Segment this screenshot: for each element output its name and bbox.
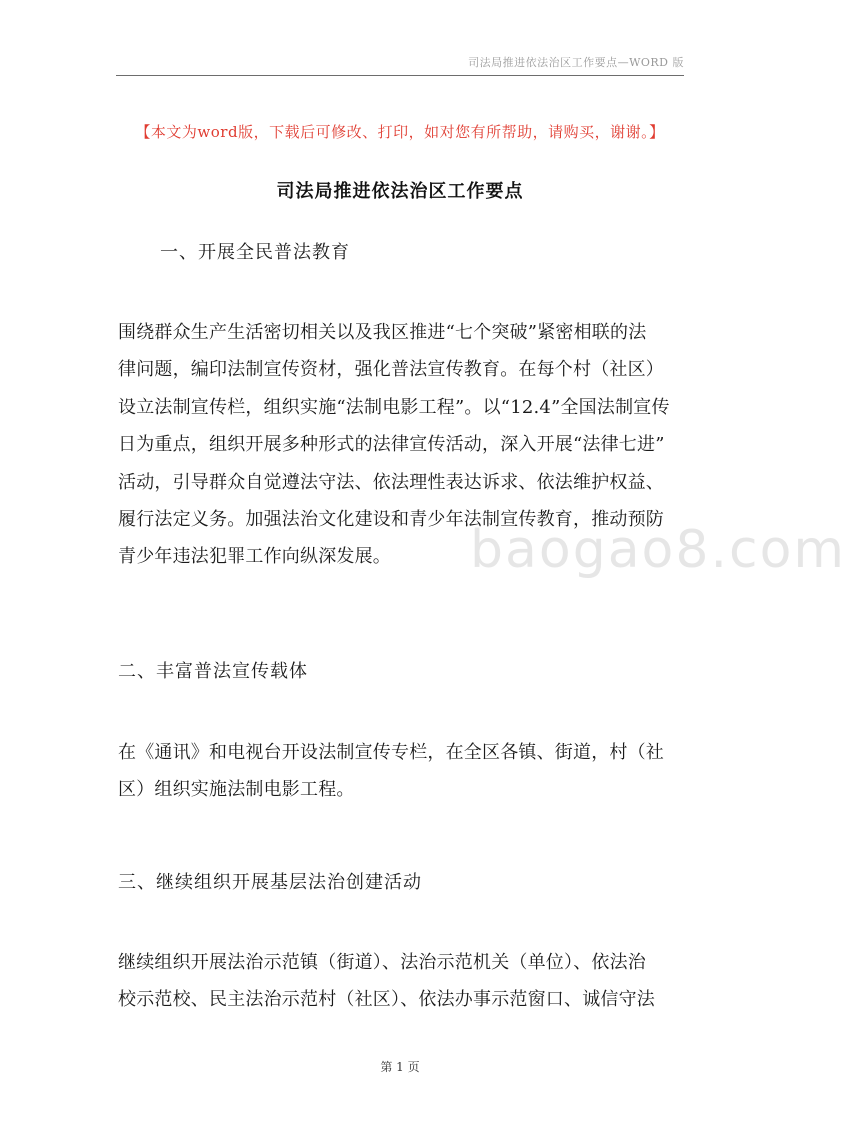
section-heading-1: 一、开展全民普法教育 — [160, 242, 350, 263]
paragraph-line: 区）组织实施法制电影工程。 — [118, 779, 355, 801]
download-notice: 【本文为word版，下载后可修改、打印，如对您有所帮助，请购买，谢谢。】 — [135, 123, 665, 141]
section-paragraph-2 — [118, 734, 684, 809]
paragraph-line: 校示范校、民主法治示范村（社区）、依法办事示范窗口、诚信守法 — [118, 989, 655, 1011]
paragraph-line: 在《通讯》和电视台开设法制宣传专栏，在全区各镇、街道，村（社 — [118, 742, 664, 763]
paragraph-line: 继续组织开展法治示范镇（街道）、法治示范机关（单位）、依法治 — [118, 952, 646, 973]
watermark: baogao8.com — [470, 520, 846, 580]
paragraph-line: 活动，引导群众自觉遵法守法、依法理性表达诉求、依法维护权益、 — [118, 471, 664, 493]
header-divider — [116, 75, 684, 76]
paragraph-line: 日为重点，组织开展多种形式的法律宣传活动，深入开展“法律七进” — [118, 434, 665, 456]
section-heading-3: 三、继续组织开展基层法治创建活动 — [118, 872, 422, 893]
paragraph-line: 青少年违法犯罪工作向纵深发展。 — [118, 546, 391, 568]
paragraph-line: 律问题，编印法制宣传资材，强化普法宣传教育。在每个村（社区） — [118, 359, 664, 381]
paragraph-line: 设立法制宣传栏，组织实施“法制电影工程”。以“12.4”全国法制宣传 — [118, 396, 670, 418]
paragraph-line: 围绕群众生产生活密切相关以及我区推进“七个突破”紧密相联的法 — [118, 322, 647, 343]
running-header: 司法局推进依法治区工作要点—WORD 版 — [468, 56, 684, 69]
section-heading-2: 二、丰富普法宣传载体 — [118, 661, 308, 682]
page-number: 第 1 页 — [380, 1060, 420, 1074]
document-title: 司法局推进依法治区工作要点 — [276, 181, 524, 202]
section-paragraph-3 — [118, 944, 684, 1019]
paragraph-line: 履行法定义务。加强法治文化建设和青少年法制宣传教育，推动预防 — [118, 508, 664, 530]
